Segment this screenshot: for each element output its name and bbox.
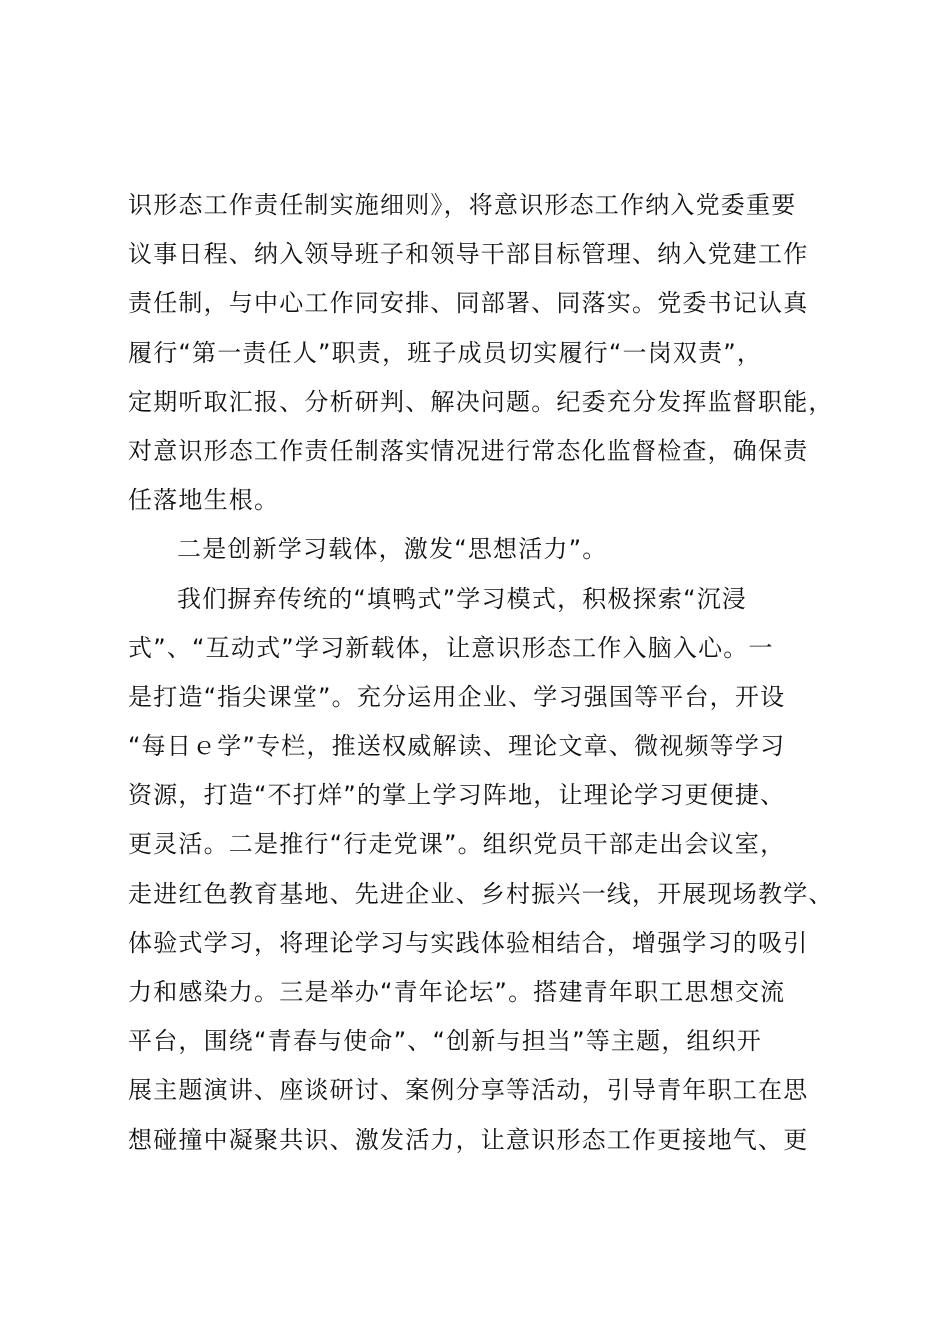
text-line: 走进红色教育基地、先进企业、乡村振兴一线，开展现场教学、 <box>128 879 834 908</box>
text-line: 识形态工作责任制实施细则》，将意识形态工作纳入党委重要 <box>128 191 797 219</box>
text-line: 责任制，与中心工作同安排、同部署、同落实。党委书记认真 <box>128 289 809 318</box>
text-line: 更灵活。二是推行“行走党课”。组织党员干部走出会议室， <box>128 830 786 859</box>
text-line: 履行“第一责任人”职责，班子成员切实履行“一岗双责”， <box>128 338 763 367</box>
text-line: 想碰撞中凝聚共识、激发活力，让意识形态工作更接地气、更 <box>128 1125 809 1154</box>
text-line: 议事日程、纳入领导班子和领导干部目标管理、纳入党建工作 <box>128 240 809 269</box>
text-line: 资源，打造“不打烊”的掌上学习阵地，让理论学习更便捷、 <box>128 781 786 810</box>
document-body <box>128 181 848 1165</box>
text-line: 式”、“互动式”学习新载体，让意识形态工作入脑入心。一 <box>128 633 774 662</box>
text-line: 我们摒弃传统的“填鸭式”学习模式，积极探索“沉浸 <box>177 584 748 613</box>
text-line: 定期听取汇报、分析研判、解决问题。纪委充分发挥监督职能， <box>128 387 834 416</box>
text-line: 体验式学习，将理论学习与实践体验相结合，增强学习的吸引 <box>128 928 809 957</box>
text-line: “每日ｅ学”专栏，推送权威解读、理论文章、微视频等学习 <box>128 732 786 761</box>
paragraph-responsibility <box>128 181 848 525</box>
text-line: 任落地生根。 <box>128 486 280 515</box>
text-line: 力和感染力。三是举办“青年论坛”。搭建青年职工思想交流 <box>128 978 786 1006</box>
text-line: 二是创新学习载体，激发“思想活力”。 <box>177 535 608 564</box>
paragraph-learning-carriers <box>128 575 848 1165</box>
text-line: 平台，围绕“青春与使命”、“创新与担当”等主题，组织开 <box>128 1027 763 1056</box>
text-line: 对意识形态工作责任制落实情况进行常态化监督检查，确保责 <box>128 436 809 465</box>
text-line: 展主题演讲、座谈研讨、案例分享等活动，引导青年职工在思 <box>128 1076 809 1105</box>
section-heading <box>128 525 848 574</box>
text-line: 是打造“指尖课堂”。充分运用企业、学习强国等平台，开设 <box>128 682 786 711</box>
